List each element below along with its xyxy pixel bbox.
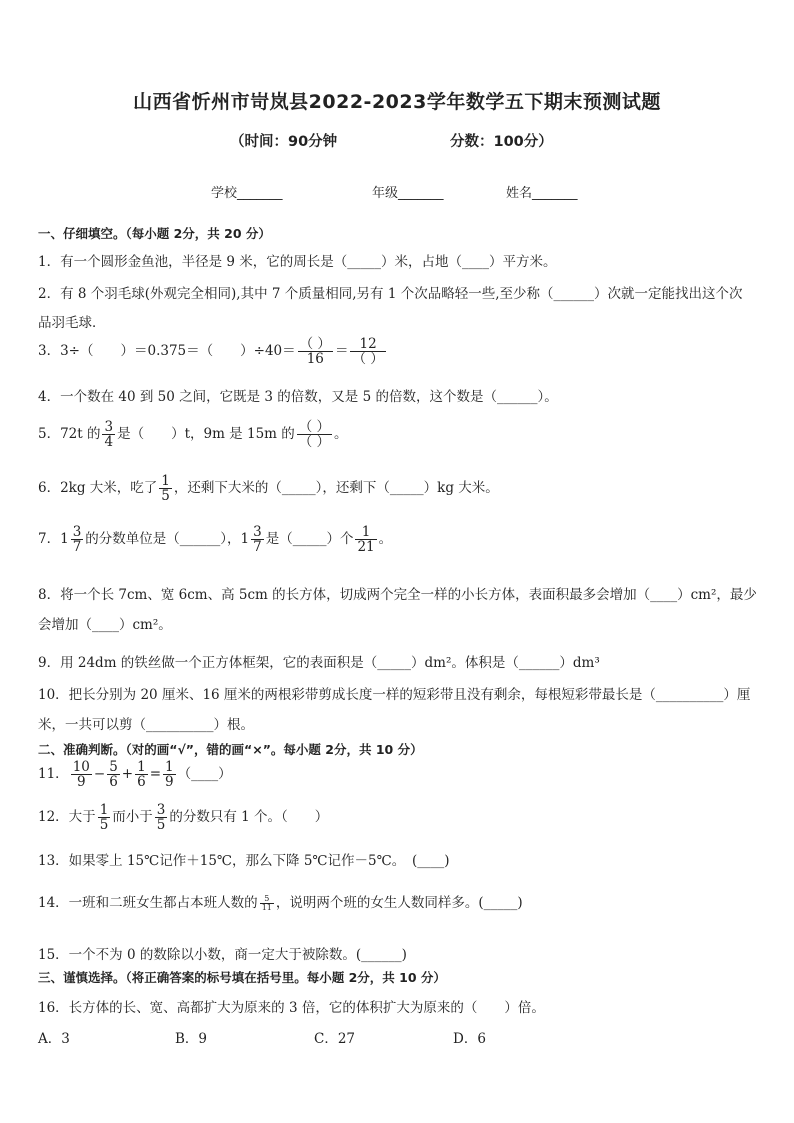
question-10-line2: 米，一共可以剪（__________）根。 [38, 717, 254, 733]
question-13: 13．如果零上 15℃记作＋15℃，那么下降 5℃记作－5℃。 (____) [38, 853, 450, 869]
question-11: 11． $\frac{10}{9}$ − $\frac{5}{6}$ + $\frac{1}{6}$ = $\frac{1}{9}$ （____） [38, 759, 232, 791]
question-4: 4．一个数在 40 到 50 之间，它既是 3 的倍数，又是 5 的倍数，这个数是（______）。 [38, 389, 558, 405]
question-3: 3．3÷（ ）＝0.375＝（ ）÷40＝ $\frac{( )}{16}$ ＝ $\frac{12}{( )}$ [38, 336, 384, 368]
fraction: $\frac{3}{7}$ [72, 524, 82, 556]
question-1: 1．有一个圆形金鱼池，半径是 9 米，它的周长是（_____）米，占地（____）平方米。 [38, 254, 557, 270]
fraction: $\frac{5}{6}$ [109, 759, 118, 791]
fraction: $\frac{1}{6}$ [137, 759, 146, 791]
fraction: $\frac{5}{11}$ [261, 893, 272, 912]
fraction: $\frac{1}{21}$ [357, 524, 375, 556]
q3-text: 3．3÷（ ）＝0.375＝（ ）÷40＝ [38, 343, 296, 360]
fraction: $\frac{1}{9}$ [165, 759, 174, 791]
option-a[interactable]: A．3 [38, 1031, 70, 1047]
question-15: 15．一个不为 0 的数除以小数，商一定大于被除数。(______) [38, 947, 407, 963]
question-16: 16．长方体的长、宽、高都扩大为原来的 3 倍，它的体积扩大为原来的（ ）倍。 [38, 1000, 545, 1016]
question-9: 9．用 24dm 的铁丝做一个正方体框架，它的表面积是（_____）dm²。体积是（______）dm³ [38, 655, 600, 671]
question-2-line1: 2．有 8 个羽毛球(外观完全相同),其中 7 个质量相同,另有 1 个次品略轻一些,至少称（______）次就一定能找出这个次 [38, 286, 743, 302]
option-b[interactable]: B．9 [175, 1031, 208, 1047]
page-title: 山西省忻州市岢岚县2022-2023学年数学五下期末预测试题 [133, 91, 661, 113]
question-7: 7．1 $\frac{3}{7}$ 的分数单位是（______），1 $\frac{3}{7}$ 是（_____）个 $\frac{1}{21}$ 。 [38, 524, 393, 556]
fraction: $\frac{1}{5}$ [161, 473, 170, 505]
question-8-line2: 会增加（____）cm²。 [38, 617, 172, 633]
fraction: $\frac{( )}{16}$ [299, 336, 331, 368]
section-heading-3: 三、谨慎选择。（将正确答案的标号填在括号里。每小题 2分，共 10 分） [38, 970, 446, 985]
fraction: $\frac{( )}{( )}$ [298, 419, 331, 451]
fraction: $\frac{12}{( )}$ [352, 336, 384, 368]
option-d[interactable]: D．6 [453, 1031, 486, 1047]
grade-field[interactable]: 年级_______ [372, 186, 444, 201]
option-c[interactable]: C．27 [314, 1031, 356, 1047]
section-heading-2: 二、准确判断。（对的画“√”，错的画“×”。每小题 2分，共 10 分） [38, 742, 423, 757]
school-field[interactable]: 学校_______ [211, 186, 283, 201]
question-6: 6．2kg 大米，吃了 $\frac{1}{5}$ ，还剩下大米的（_____），还剩下（_____）kg 大米。 [38, 473, 499, 505]
question-14: 14．一班和二班女生都占本班人数的 $\frac{5}{11}$ ，说明两个班的女生人数同样多。(_____) [38, 893, 523, 912]
question-2-line2: 品羽毛球． [38, 315, 106, 331]
name-field[interactable]: 姓名_______ [506, 186, 578, 201]
time-label: （时间：90分钟 [230, 134, 338, 150]
fraction: $\frac{3}{5}$ [156, 802, 166, 834]
fraction: $\frac{3}{4}$ [104, 419, 114, 451]
score-label: 分数：100分） [450, 134, 553, 150]
question-5: 5．72t 的 $\frac{3}{4}$ 是（ ）t，9m 是 15m 的 $\frac{( )}{( )}$ 。 [38, 419, 348, 451]
fraction: $\frac{1}{5}$ [99, 802, 109, 834]
question-8-line1: 8．将一个长 7cm、宽 6cm、高 5cm 的长方体，切成两个完全一样的小长方体，表面积最多会增加（____）cm²，最少 [38, 587, 757, 603]
fraction: $\frac{10}{9}$ [72, 759, 90, 791]
question-10-line1: 10．把长分别为 20 厘米、16 厘米的两根彩带剪成长度一样的短彩带且没有剩余，每根短彩带最长是（__________）厘 [38, 687, 751, 703]
fraction: $\frac{3}{7}$ [253, 524, 262, 556]
question-12: 12．大于 $\frac{1}{5}$ 而小于 $\frac{3}{5}$ 的分数只有 1 个。（ ） [38, 802, 329, 834]
section-heading-1: 一、仔细填空。（每小题 2分，共 20 分） [38, 226, 271, 241]
